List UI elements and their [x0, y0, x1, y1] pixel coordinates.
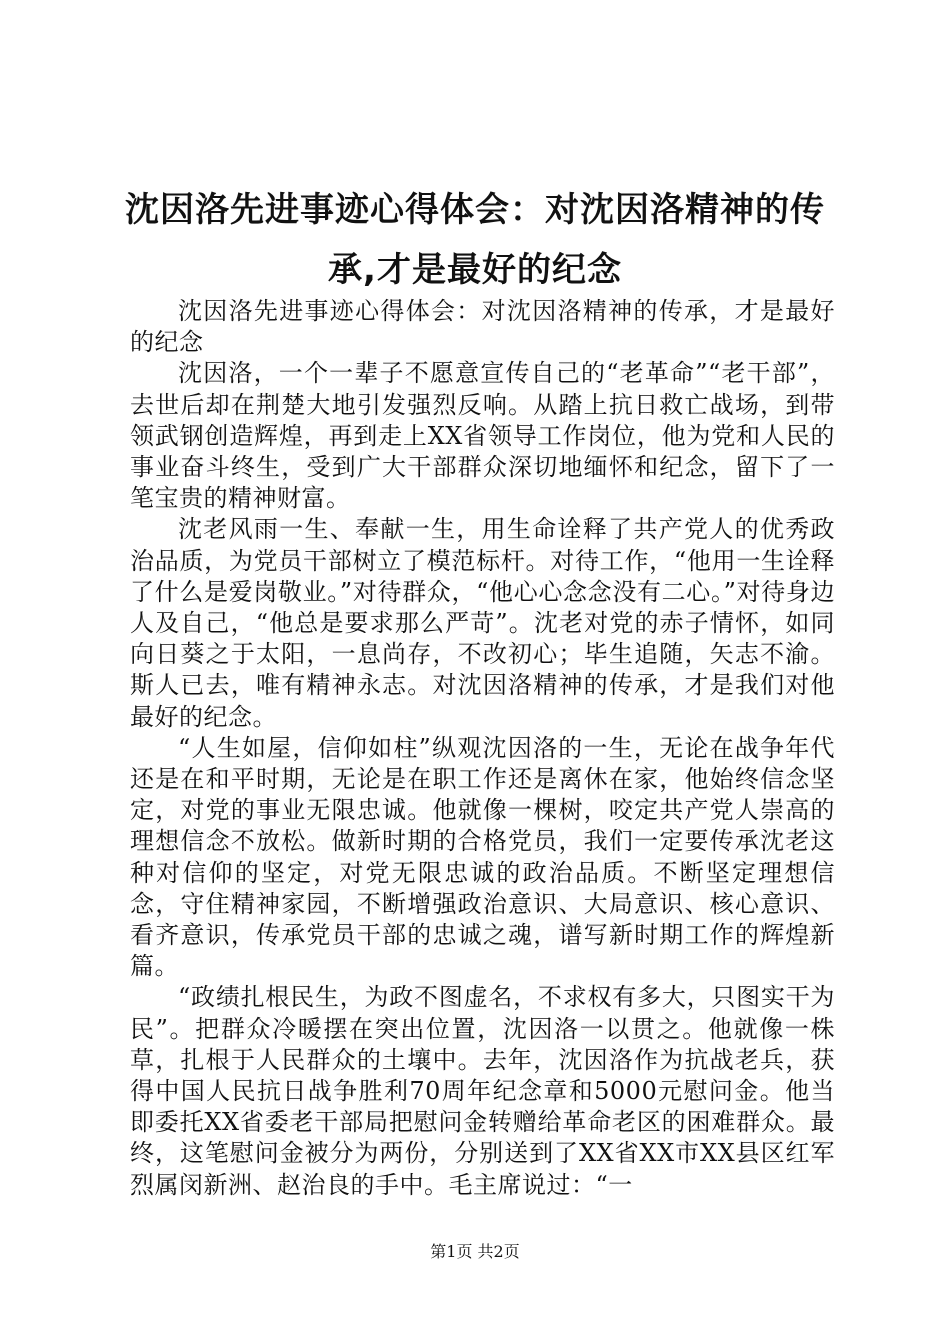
document-body [130, 296, 835, 1201]
paragraph-biography: 沈因洛，一个一辈子不愿意宣传自己的“老革命”“老干部”，去世后却在荆楚大地引发强烈反响。从踏上抗日救亡战场，到带领武钢创造辉煌，再到走上XX省领导工作岗位，他为党和人民的事业奋斗终生，受到广大干部群众深切地缅怀和纪念，留下了一笔宝贵的精神财富。 [130, 359, 835, 513]
page-footer: 第1页 共2页 [430, 1242, 520, 1261]
paragraph-faith: “人生如屋，信仰如柱”纵观沈因洛的一生，无论在战争年代还是在和平时期，无论是在职工作还是离休在家，他始终信念坚定，对党的事业无限忠诚。他就像一棵树，咬定共产党人崇高的理想信念不放松。做新时期的合格党员，我们一定要传承沈老这种对信仰的坚定，对党无限忠诚的政治品质。不断坚定理想信念，守住精神家园，不断增强政治意识、大局意识、核心意识、看齐意识，传承党员干部的忠诚之魂，谱写新时期工作的辉煌新篇。 [130, 733, 835, 981]
paragraph-qualities: 沈老风雨一生、奉献一生，用生命诠释了共产党人的优秀政治品质，为党员干部树立了模范标杆。对待工作，“他用一生诠释了什么是爱岗敬业。”对待群众，“他心心念念没有二心。”对待身边人及自己，“他总是要求那么严苛”。沈老对党的赤子情怀，如同向日葵之于太阳，一息尚存，不改初心；毕生追随，矢志不渝。斯人已去，唯有精神永志。对沈因洛精神的传承，才是我们对他最好的纪念。 [130, 515, 835, 731]
paragraph-people: “政绩扎根民生，为政不图虚名，不求权有多大，只图实干为民”。把群众冷暖摆在突出位置，沈因洛一以贯之。他就像一株草，扎根于人民群众的土壤中。去年，沈因洛作为抗战老兵，获得中国人民抗日战争胜利70周年纪念章和5000元慰问金。他当即委托XX省委老干部局把慰问金转赠给革命老区的困难群众。最终，这笔慰问金被分为两份，分别送到了XX省XX市XX县区红军烈属闵新洲、赵治良的手中。毛主席说过：“一 [130, 983, 835, 1199]
paragraph-intro: 沈因洛先进事迹心得体会：对沈因洛精神的传承，才是最好的纪念 [130, 297, 835, 357]
document-title: 沈因洛先进事迹心得体会：对沈因洛精神的传承,才是最好的纪念 [125, 190, 825, 290]
